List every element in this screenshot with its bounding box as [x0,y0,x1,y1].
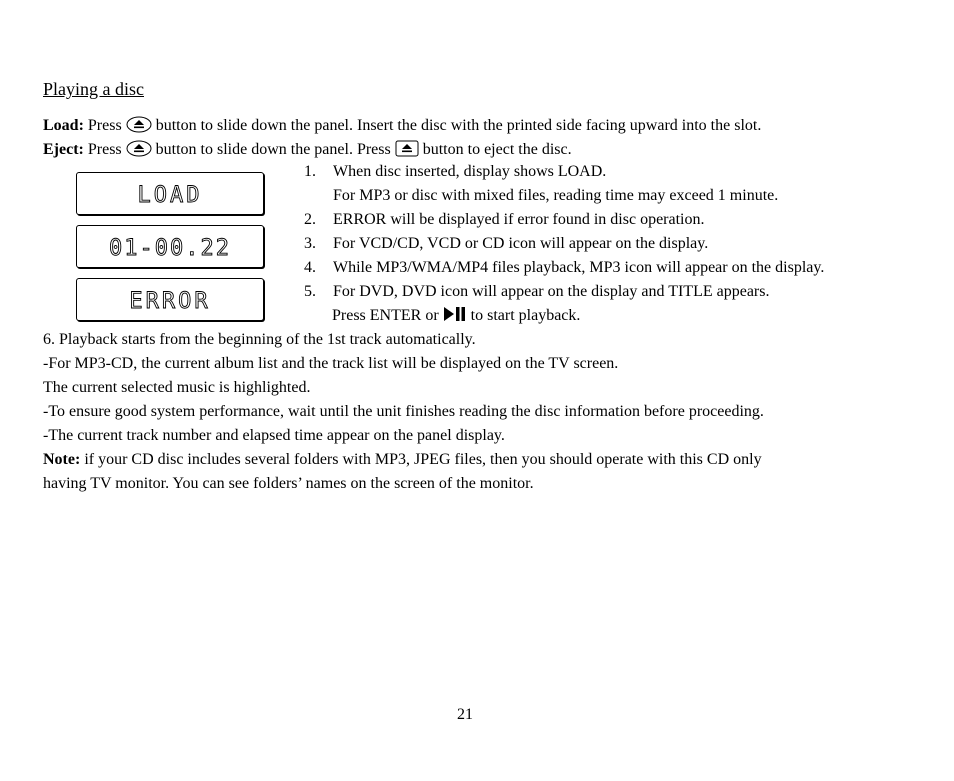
step-number: 3. [304,235,316,252]
step-number: 1. [304,163,316,180]
step-number: 2. [304,211,316,228]
load-post: button to slide down the panel. Insert the disc with the printed side facing upward into the slot. [151,117,762,134]
lcd-time-text: 01-00.22 [109,236,231,261]
paragraph: -The current track number and elapsed time appear on the panel display. [43,427,505,444]
enter-instruction [332,306,580,326]
eject-label: Eject: [43,141,84,158]
load-pre: Press [83,117,126,134]
paragraph: The current selected music is highlighted. [43,379,311,396]
lcd-load-text: LOAD [137,183,203,208]
note-label: Note: [43,451,81,468]
step-item [304,282,769,302]
load-label: Load: [43,117,84,134]
step-item [304,234,708,254]
lcd-display-load [76,172,264,215]
lcd-display-time [76,225,264,268]
step-item [304,186,778,206]
eject-post: button to eject the disc. [418,141,572,158]
eject-icon [126,140,152,157]
note [43,450,762,470]
paragraph: -To ensure good system performance, wait until the unit finishes reading the disc information before proceeding. [43,403,764,420]
step-text: When disc inserted, display shows LOAD. [333,163,607,180]
paragraph: -For MP3-CD, the current album list and the track list will be displayed on the TV screen. [43,355,619,372]
page-title: Playing a disc [43,79,144,99]
play-pause-icon [443,306,467,322]
lcd-time-glyphs [77,226,263,267]
paragraph: 6. Playback starts from the beginning of the 1st track automatically. [43,331,476,348]
lcd-error-text: ERROR [129,289,211,314]
step-item [304,210,704,230]
step-number: 5. [304,283,316,300]
note-line1: if your CD disc includes several folders with MP3, JPEG files, then you should operate with this CD only [80,451,762,468]
step-text: For DVD, DVD icon will appear on the display and TITLE appears. [333,283,770,300]
eject-icon [126,116,152,133]
lcd-load-glyphs [77,173,263,214]
enter-post: to start playback. [466,307,581,324]
lcd-display-error [76,278,264,321]
eject-icon [395,140,419,157]
note-continued: having TV monitor. You can see folders’ names on the screen of the monitor. [43,475,534,492]
eject-instruction [43,140,572,160]
step-item [304,162,606,182]
step-text: For VCD/CD, VCD or CD icon will appear on the display. [333,235,709,252]
step-text: While MP3/WMA/MP4 files playback, MP3 icon will appear on the display. [333,259,825,276]
step-text: ERROR will be displayed if error found in disc operation. [333,211,705,228]
page-number: 21 [457,706,473,723]
lcd-error-glyphs [77,279,263,320]
enter-pre: Press ENTER or [332,307,443,324]
step-text: For MP3 or disc with mixed files, reading time may exceed 1 minute. [333,187,779,204]
step-item [304,258,824,278]
eject-pre: Press [83,141,126,158]
eject-mid: button to slide down the panel. Press [151,141,395,158]
step-number: 4. [304,259,316,276]
load-instruction [43,116,761,136]
